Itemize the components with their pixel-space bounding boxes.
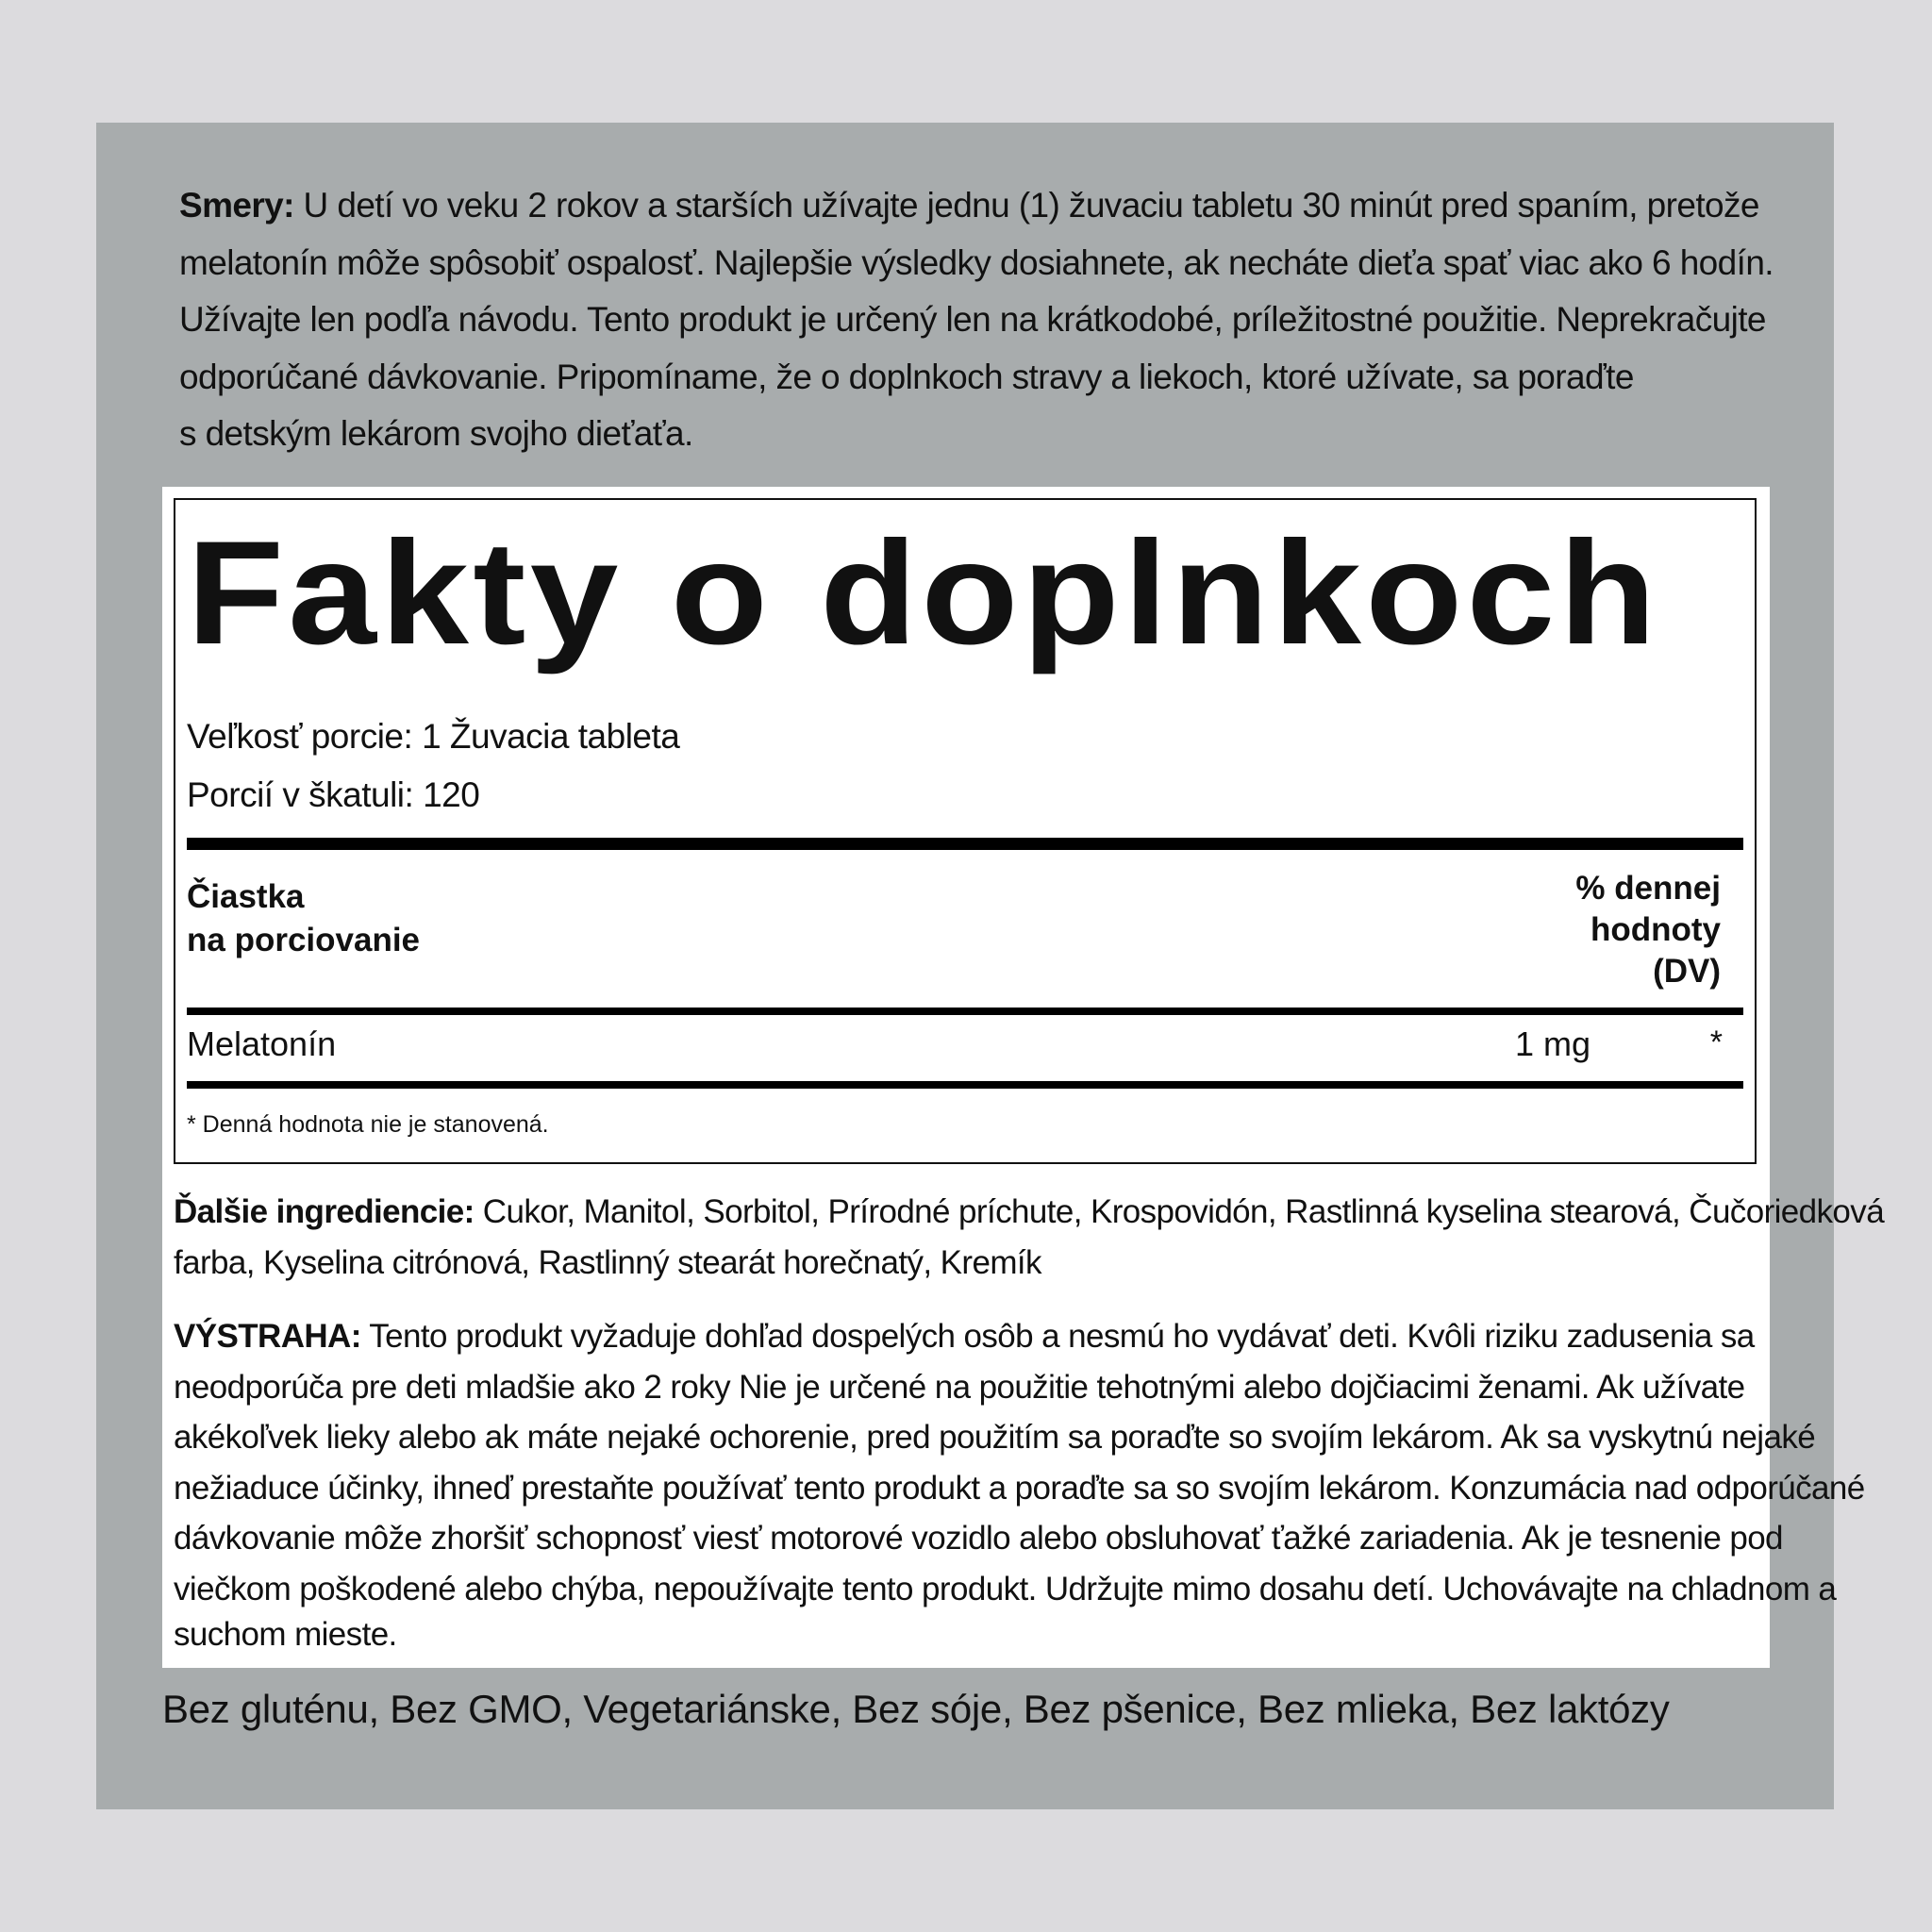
daily-value-header: % dennej hodnoty (DV): [1575, 870, 1721, 990]
free-from-claims: Bez gluténu, Bez GMO, Vegetariánske, Bez sóje, Bez pšenice, Bez mlieka, Bez laktózy: [162, 1687, 1670, 1731]
ingredient-name: Melatonín: [187, 1024, 337, 1063]
amount-per-serving-header: Čiastka na porciovanie: [187, 878, 421, 958]
directions-label: Smery:: [179, 186, 294, 225]
directions-text: [179, 177, 1774, 463]
other-ingredients: Ďalšie ingrediencie: Cukor, Manitol, Sorbitol, Prírodné príchute, Krospovidón, Rastlinná kyselina stearová, Čučoriedková farba, Kyselina citrónová, Rastlinný stearát horečnatý, Kremík: [174, 1193, 1885, 1281]
ingredient-dv: *: [1709, 1024, 1723, 1060]
other-ingredients-label: Ďalšie ingrediencie:: [174, 1193, 475, 1230]
directions-line: melatonín môže spôsobiť ospalosť. Najlepšie výsledky dosiahnete, ak necháte dieťa spať viac ako 6 hodín.: [179, 242, 1774, 282]
servings-per-container: Porcií v škatuli: 120: [187, 775, 480, 814]
warning-text: VÝSTRAHA: Tento produkt vyžaduje dohľad dospelých osôb a nesmú ho vydávať deti. Kvôli riziku zadusenia sa neodporúča pre deti mladšie ako 2 roky Nie je určené na použitie tehotnými alebo dojčiacimi ženami. Ak užívate akékoľvek lieky alebo ak máte nejaké ochorenie, pred použitím sa poraďte so svojím lekárom. Ak sa vyskytnú nejaké nežiaduce účinky, ihneď prestaňte používať tento produkt a poraďte sa so svojím lekárom. Konzumácia nad odporúčané dávkovanie môže zhoršiť schopnosť viesť motorové vozidlo alebo obsluhovať ťažké zariadenia. Ak je tesnenie pod viečkom poškodené alebo chýba, nepoužívajte tento produkt. Udržujte mimo dosahu detí. Uchovávajte na chladnom a suchom mieste.: [174, 1318, 1865, 1653]
thick-divider: [187, 838, 1743, 850]
supplement-facts-title: Fakty o doplnkoch: [187, 511, 1660, 675]
directions-line: odporúčané dávkovanie. Pripomíname, že o doplnkoch stravy a liekoch, ktoré užívate, sa poraďte: [179, 357, 1634, 396]
medium-divider: [187, 1081, 1743, 1089]
warning-label: VÝSTRAHA:: [174, 1318, 361, 1355]
directions-line: Smery: U detí vo veku 2 rokov a starších užívajte jednu (1) žuvaciu tabletu 30 minút pred spaním, pretože: [179, 186, 1759, 225]
supplement-facts-box: [174, 498, 1757, 1164]
medium-divider: [187, 1008, 1743, 1015]
serving-size: Veľkosť porcie: 1 Žuvacia tableta: [187, 717, 680, 756]
ingredient-amount: 1 mg: [1515, 1024, 1591, 1063]
directions-line: Užívajte len podľa návodu. Tento produkt je určený len na krátkodobé, príležitostné použitie. Neprekračujte: [179, 300, 1766, 339]
footnote: * Denná hodnota nie je stanovená.: [187, 1111, 549, 1138]
directions-line: s detským lekárom svojho dieťaťa.: [179, 414, 693, 453]
